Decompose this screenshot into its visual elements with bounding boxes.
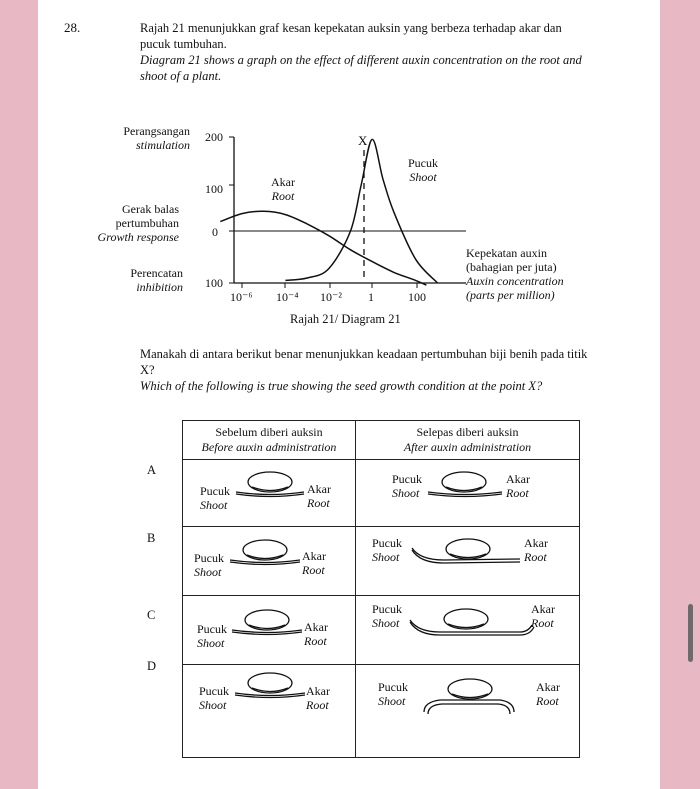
c-after-shoot-label: Pucuk Shoot <box>372 602 402 630</box>
question2-english: Which of the following is true showing the seed growth condition at the point X? <box>140 379 543 393</box>
c-before-shoot-label: Pucuk Shoot <box>197 622 227 650</box>
option-c-letter: C <box>147 608 156 622</box>
y-tick-200: 200 <box>205 130 223 144</box>
b-before-shoot-label: Pucuk Shoot <box>194 551 224 579</box>
option-b-letter: B <box>147 531 156 545</box>
y-label-stimulation: Perangsangan stimulation <box>123 124 190 152</box>
a-after-seedling <box>428 472 502 497</box>
b-before-root-label: Akar Root <box>302 549 326 577</box>
b-after-shoot-label: Pucuk Shoot <box>372 536 402 564</box>
b-after-seedling <box>412 539 520 563</box>
a-after-root-label: Akar Root <box>506 472 530 500</box>
header-after: Selepas diberi auksin After auxin administration <box>356 421 580 460</box>
y-label-inhibition: Perencatan inhibition <box>130 266 183 294</box>
x-tick-1e-6: 10⁻⁶ <box>230 290 253 304</box>
d-after-shoot-label: Pucuk Shoot <box>378 680 408 708</box>
y-tick-minus-100: 100 <box>205 276 223 290</box>
d-before-shoot-label: Pucuk Shoot <box>199 684 229 712</box>
question-english: Diagram 21 shows a graph on the effect of different auxin concentration on the root and shoot of a plant. <box>140 53 582 83</box>
c-before-root-label: Akar Root <box>304 620 328 648</box>
option-d-letter: D <box>147 659 157 673</box>
x-tick-100: 100 <box>408 290 426 304</box>
question-malay: Rajah 21 menunjukkan graf kesan kepekatan auksin yang berbeza terhadap akar dan pucuk tumbuhan. <box>140 21 562 51</box>
option-a-letter: A <box>147 463 157 477</box>
d-after-seedling <box>424 679 514 714</box>
root-curve-label: Akar Root <box>271 175 295 203</box>
b-after-root-label: Akar Root <box>524 536 548 564</box>
a-before-root-label: Akar Root <box>307 482 331 510</box>
c-after-root-label: Akar Root <box>531 602 555 630</box>
question-number: 28. <box>64 20 81 35</box>
shoot-curve-label: Pucuk Shoot <box>408 156 438 184</box>
d-after-root-label: Akar Root <box>536 680 560 708</box>
question2-malay: Manakah di antara berikut benar menunjukkan keadaan pertumbuhan biji benih pada titik X? <box>140 347 588 377</box>
c-before-seedling <box>232 610 302 635</box>
x-tick-1: 1 <box>368 290 374 304</box>
y-tick-0: 0 <box>212 225 218 239</box>
b-before-seedling <box>230 540 300 565</box>
point-x-label: X <box>358 133 368 148</box>
a-before-seedling <box>236 472 304 497</box>
a-after-shoot-label: Pucuk Shoot <box>392 472 422 500</box>
c-after-seedling <box>410 609 534 635</box>
d-before-seedling <box>235 673 305 698</box>
y-label-growth-response: Gerak balas pertumbuhan Growth response <box>97 202 179 244</box>
x-tick-1e-4: 10⁻⁴ <box>276 290 299 304</box>
x-tick-1e-2: 10⁻² <box>320 290 342 304</box>
diagram-caption: Rajah 21/ Diagram 21 <box>290 312 401 326</box>
a-before-shoot-label: Pucuk Shoot <box>200 484 230 512</box>
d-before-root-label: Akar Root <box>306 684 330 712</box>
scrollbar[interactable] <box>688 604 693 662</box>
header-before: Sebelum diberi auksin Before auxin administration <box>183 421 356 460</box>
y-tick-100: 100 <box>205 182 223 196</box>
x-axis-label: Kepekatan auxin (bahagian per juta) Auxin concentration (parts per million) <box>466 246 564 302</box>
